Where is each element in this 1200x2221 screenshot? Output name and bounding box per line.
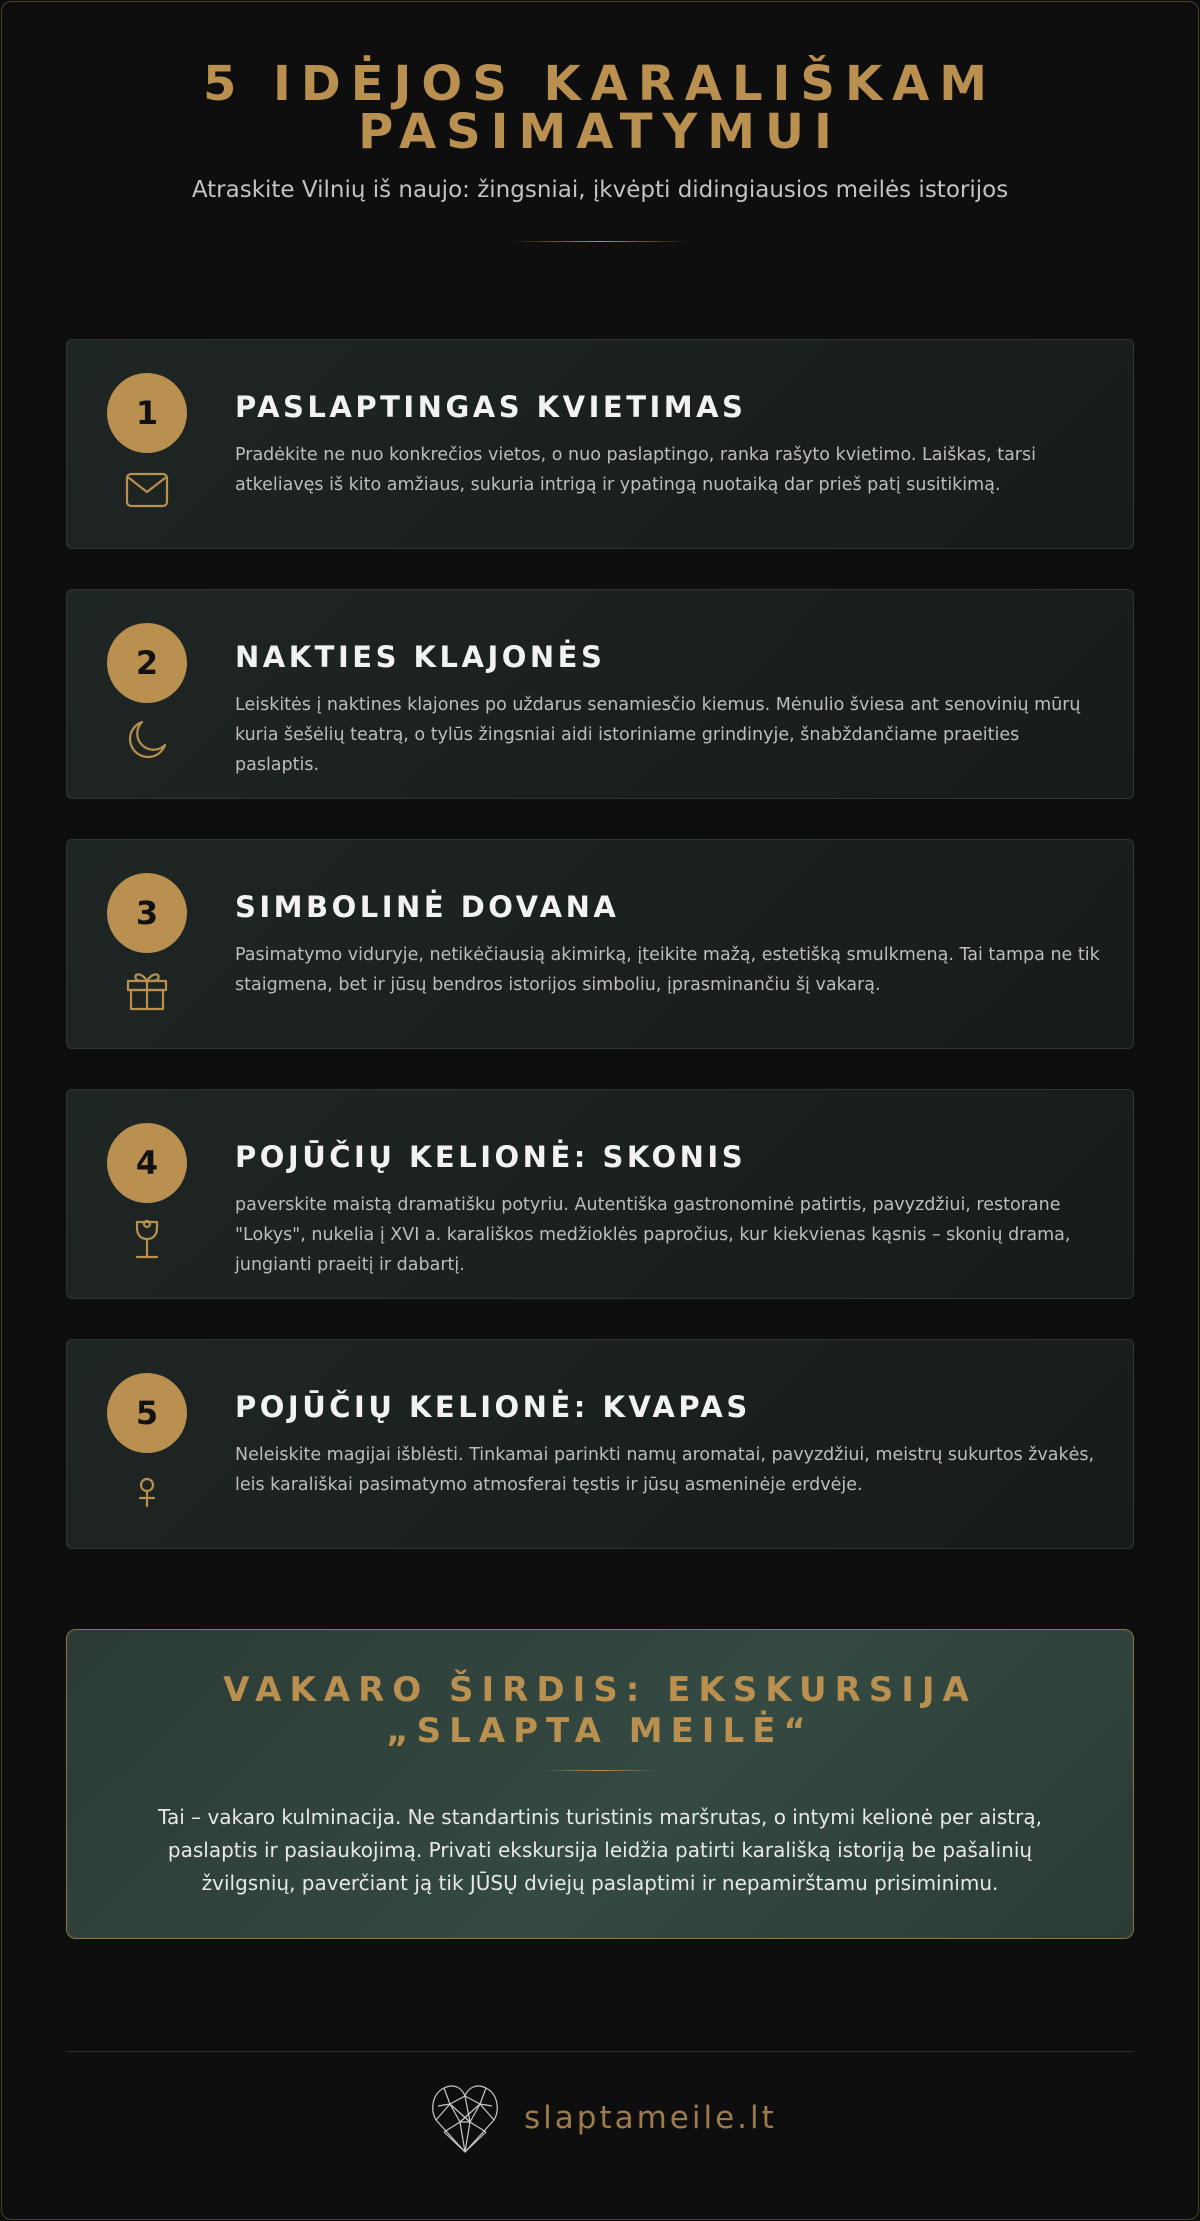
card-title: PASLAPTINGAS KVIETIMAS [235, 390, 747, 424]
header [0, 56, 1200, 242]
wine-glass-icon [125, 1218, 169, 1262]
highlight-text: Tai – vakaro kulminacija. Ne standartinis turistinis maršrutas, o intymi kelionė per aistrą, paslaptis ir pasiaukojimą. Privati ekskursija leidžia patirti karališką istoriją be pašalinių žvilgsnių, paverčiant ją tik JŪSŲ dviejų paslaptimi ir nepamirštamu prisiminimu. [158, 1805, 1042, 1895]
header-divider [510, 241, 690, 242]
step-number-badge: 2 [107, 623, 187, 703]
moon-icon [125, 718, 169, 762]
card-title: NAKTIES KLAJONĖS [235, 640, 606, 674]
step-number-badge: 3 [107, 873, 187, 953]
highlight-title: VAKARO ŠIRDIS: EKSKURSIJA „SLAPTA MEILĖ“ [223, 1670, 977, 1751]
footer-divider [66, 2051, 1134, 2052]
card-text: Pradėkite ne nuo konkrečios vietos, o nuo paslaptingo, ranka rašyto kvietimo. Laiškas, tarsi atkeliavęs iš kito amžiaus, sukuria intrigą ir ypatingą nuotaiką dar prieš patį susitikimą. [235, 445, 1036, 495]
geometric-heart-icon [430, 2082, 500, 2154]
page-subtitle: Atraskite Vilnių iš naujo: žingsniai, įkvėpti didingiausios meilės istorijos [191, 177, 1009, 203]
website-link[interactable]: slaptameile.lt [524, 2100, 777, 2136]
card-text: paverskite maistą dramatišku potyriu. Autentiška gastronominė patirtis, pavyzdžiui, restorane "Lokys", nukelia į XVI a. karališkos medžioklės papročius, kur kiekvienas kąsnis – skonių drama, jungianti praeitį ir dabartį. [235, 1195, 1071, 1275]
card-title: POJŪČIŲ KELIONĖ: KVAPAS [235, 1390, 751, 1424]
candle-icon [125, 1468, 169, 1512]
card-text: Leiskitės į naktines klajones po uždarus senamiesčio kiemus. Mėnulio šviesa ant senovinių mūrų kuria šešėlių teatrą, o tylūs žingsniai aidi istoriniame grindinyje, šnabždančiame praeities paslaptis. [235, 695, 1081, 775]
envelope-icon [125, 468, 169, 512]
card-title: SIMBOLINĖ DOVANA [235, 890, 620, 924]
page-title: 5 IDĖJOS KARALIŠKAM PASIMATYMUI [202, 56, 998, 160]
idea-card-2 [66, 589, 1134, 799]
step-number-badge: 5 [107, 1373, 187, 1453]
step-number-badge: 4 [107, 1123, 187, 1203]
idea-card-4 [66, 1089, 1134, 1299]
idea-card-3 [66, 839, 1134, 1049]
idea-card-1 [66, 339, 1134, 549]
highlight-section [66, 1629, 1134, 1939]
idea-card-5 [66, 1339, 1134, 1549]
card-title: POJŪČIŲ KELIONĖ: SKONIS [235, 1140, 747, 1174]
gift-icon [125, 968, 169, 1012]
step-number-badge: 1 [107, 373, 187, 453]
footer [0, 2082, 1200, 2156]
highlight-divider [540, 1770, 660, 1771]
card-text: Neleiskite magijai išblėsti. Tinkamai parinkti namų aromatai, pavyzdžiui, meistrų sukurtos žvakės, leis karališkai pasimatymo atmosferai tęstis ir jūsų asmeninėje erdvėje. [235, 1445, 1095, 1495]
card-text: Pasimatymo viduryje, netikėčiausią akimirką, įteikite mažą, estetišką smulkmeną. Tai tampa ne tik staigmena, bet ir jūsų bendros istorijos simboliu, įprasminančiu šį vakarą. [235, 945, 1100, 995]
